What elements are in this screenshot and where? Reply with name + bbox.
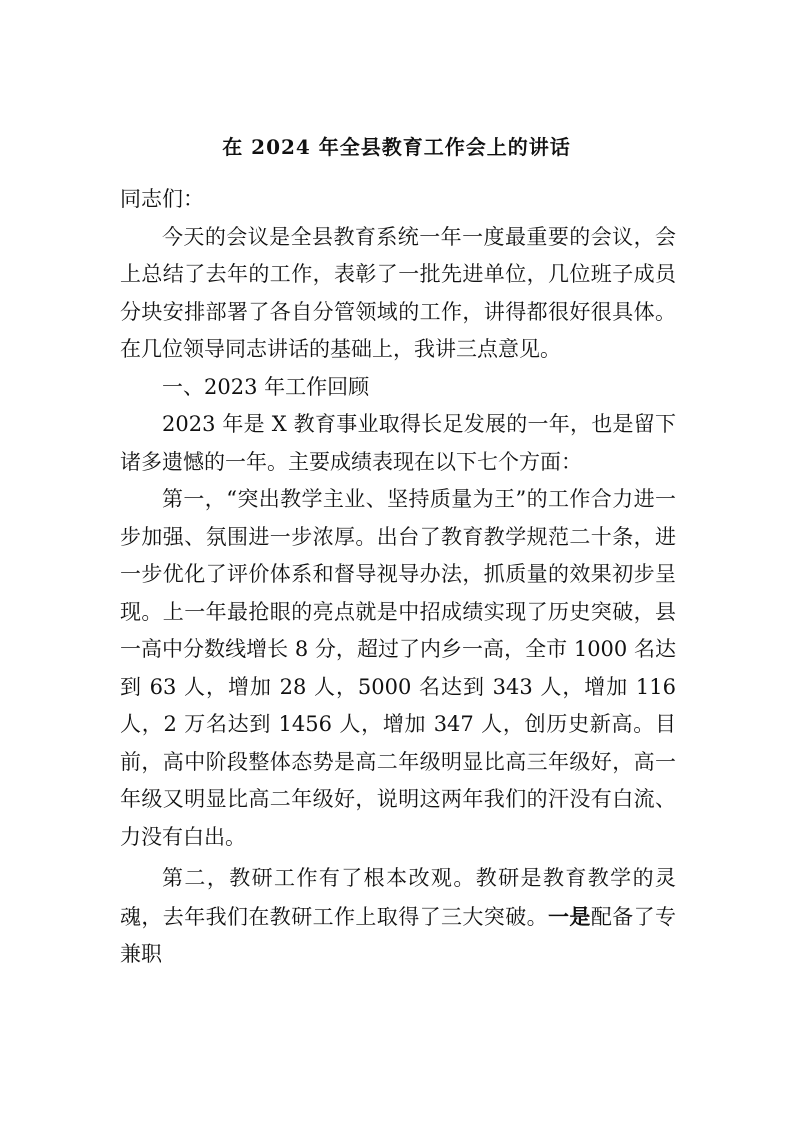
paragraph-second-point	[120, 860, 676, 974]
document-title: 在 2024 年全县教育工作会上的讲话	[222, 135, 571, 159]
paragraph-second-point-tail: 配备了专兼职	[120, 904, 677, 966]
paragraph-opening: 今天的会议是全县教育系统一年一度最重要的会议，会上总结了去年的工作，表彰了一批先进单位，几位班子成员分块安排部署了各自分管领域的工作，讲得都很好很具体。在几位领导同志讲话的基础上，我讲三点意见。	[120, 224, 676, 361]
paragraph-second-point-lead: 第二，教研工作有了根本改观。教研是教育教学的灵魂，去年我们在教研工作上取得了三大突破。	[120, 866, 676, 929]
salutation: 同志们：	[120, 187, 204, 211]
paragraph-first-point: 第一，“突出教学主业、坚持质量为王”的工作合力进一步加强、氛围进一步浓厚。出台了教育教学规范二十条，进一步优化了评价体系和督导视导办法，抓质量的效果初步呈现。上一年最抢眼的亮点就是中招成绩实现了历史突破，县一高中分数线增长 8 分，超过了内乡一高，全市 1000 名达到 63 人，增加 28 人，5000 名达到 343 人，增加 116 人，2 万名达到 1456 人，增加 347 人，创历史新高。目前，高中阶段整体态势是高二年级明显比高三年级好，高一年级又明显比高二年级好，说明这两年我们的汗没有白流、力没有白出。	[120, 487, 676, 849]
document-body	[120, 181, 676, 974]
emphasis-first-item: 一是	[548, 903, 591, 929]
section-heading-review: 一、2023 年工作回顾	[162, 374, 370, 399]
paragraph-summary: 2023 年是 X 教育事业取得长足发展的一年，也是留下诸多遗憾的一年。主要成绩表现在以下七个方面：	[120, 412, 676, 474]
